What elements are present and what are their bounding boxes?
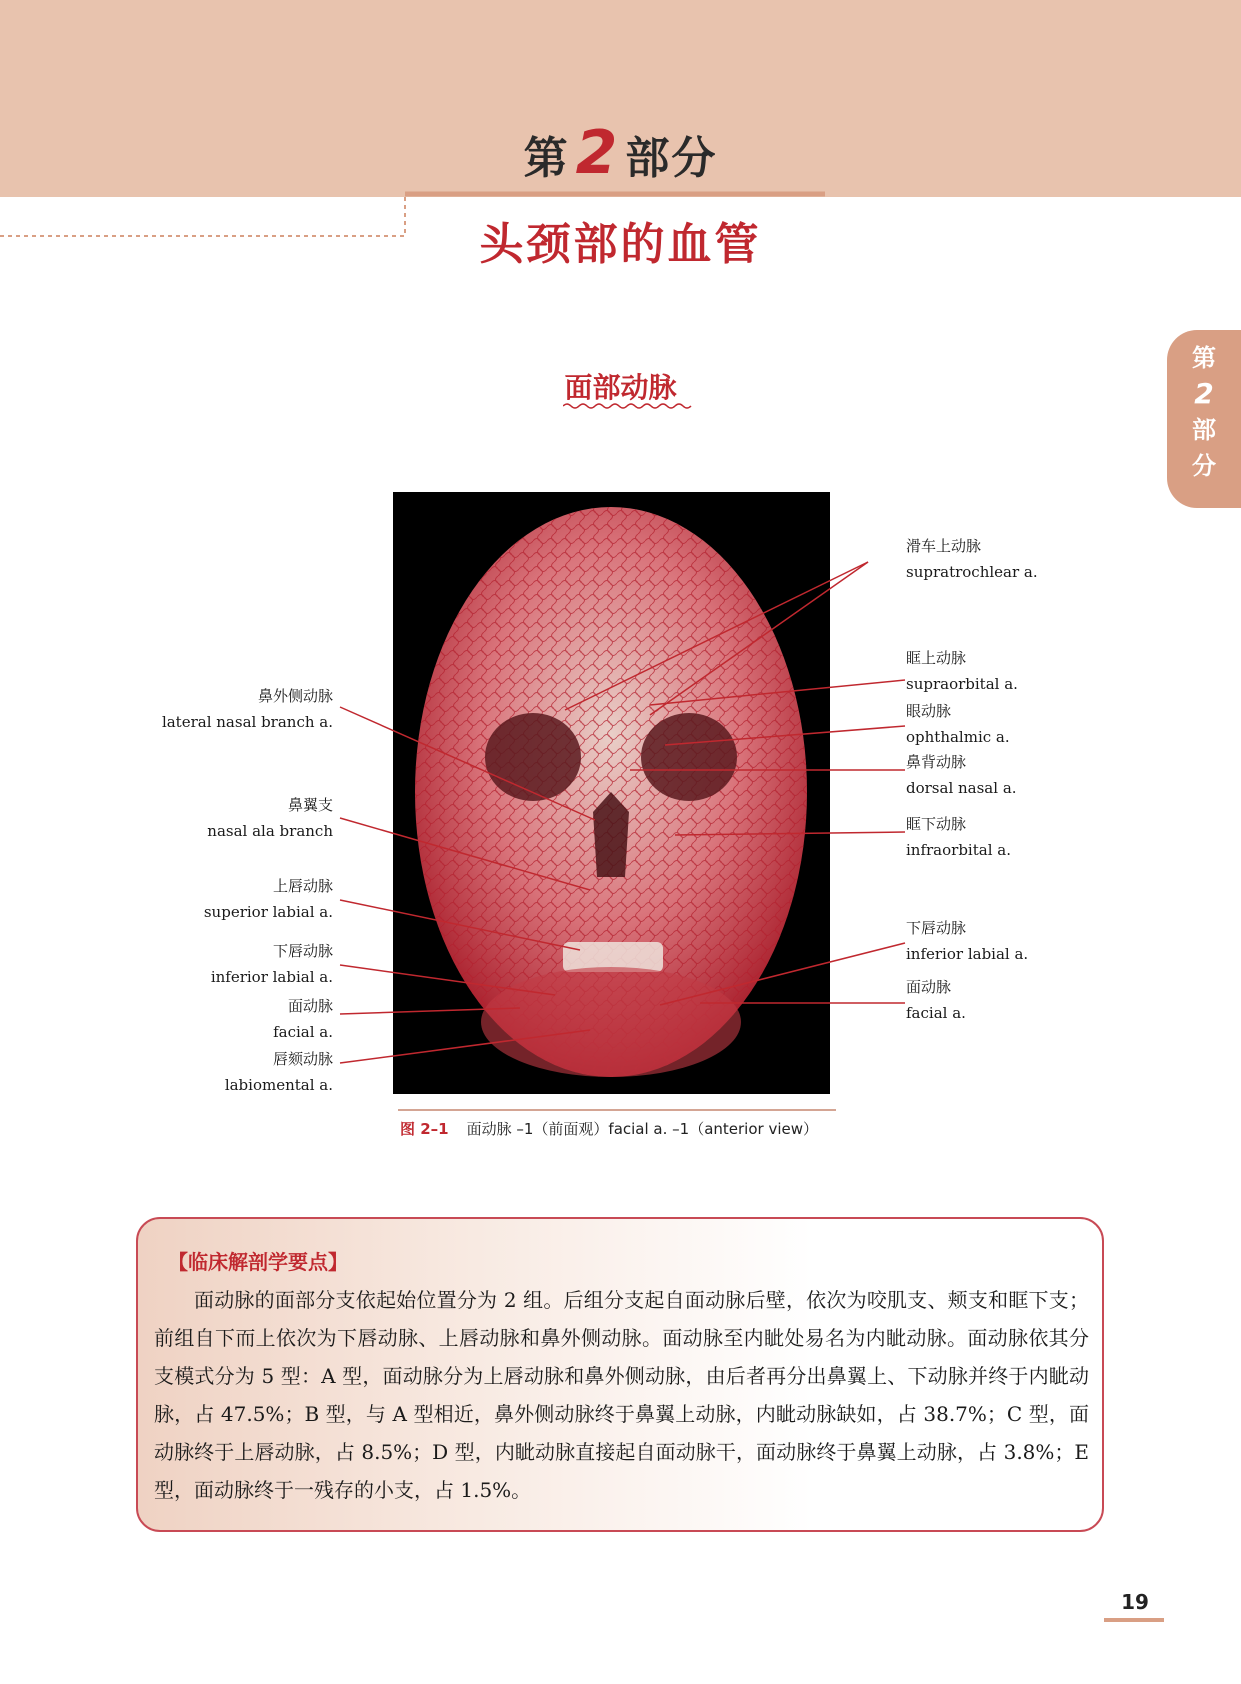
leader-line — [675, 832, 905, 835]
label-zh: 鼻翼支 — [287, 796, 333, 814]
leader-line — [665, 726, 905, 745]
label-en: inferior labial a. — [906, 945, 1029, 963]
label-lateral-nasal-branch — [113, 683, 333, 735]
label-en: infraorbital a. — [906, 841, 1011, 859]
part-suffix: 部分 — [625, 133, 718, 184]
label-zh: 下唇动脉 — [906, 919, 967, 937]
side-tab-char: 2 — [1194, 377, 1214, 410]
chapter-title: 头颈部的血管 — [479, 219, 762, 270]
side-tab-char: 第 — [1192, 344, 1216, 372]
label-en: lateral nasal branch a. — [161, 713, 333, 731]
label-ophthalmic — [906, 698, 1126, 750]
figure-caption — [400, 1118, 818, 1139]
leader-line — [650, 680, 905, 705]
label-en: inferior labial a. — [210, 968, 333, 986]
page-number-rule — [1104, 1618, 1164, 1622]
label-zh: 面动脉 — [287, 997, 333, 1015]
section-title: 面部动脉 — [564, 371, 677, 404]
label-en: superior labial a. — [203, 903, 333, 921]
clinical-points-text: 面动脉的面部分支依起始位置分为 2 组。后组分支起自面动脉后壁，依次为咬肌支、颊支和眶下支；前组自下而上依次为下唇动脉、上唇动脉和鼻外侧动脉。面动脉至内眦处易名为内眦动脉。面动脉依其分支模式分为 5 型：A 型，面动脉分为上唇动脉和鼻外侧动脉，由后者再分出鼻翼上、下动脉并终于内眦动脉，占 47.5%；B 型，与 A 型相近，鼻外侧动脉终于鼻翼上动脉，内眦动脉缺如，占 38.7%；C 型，面动脉终于上唇动脉，占 8.5%；D 型，内眦动脉直接起自面动脉干，面动脉终于鼻翼上动脉，占 3.8%；E 型，面动脉终于一残存的小支，占 1.5%。 — [154, 1288, 1089, 1502]
side-tab-char: 分 — [1192, 452, 1216, 480]
side-tab-char: 部 — [1192, 416, 1216, 444]
label-facial-right — [906, 974, 1126, 1026]
label-zh: 眶下动脉 — [906, 815, 967, 833]
label-zh: 眼动脉 — [906, 702, 952, 720]
label-zh: 面动脉 — [906, 978, 952, 996]
label-en: labiomental a. — [224, 1076, 333, 1094]
label-en: supraorbital a. — [906, 675, 1018, 693]
part-prefix: 第 — [523, 133, 570, 184]
label-supraorbital — [906, 645, 1126, 697]
label-facial-left — [113, 993, 333, 1045]
label-labiomental — [113, 1046, 333, 1098]
leader-line — [340, 818, 590, 890]
label-en: ophthalmic a. — [906, 728, 1010, 746]
label-nasal-ala-branch — [113, 792, 333, 844]
leader-line — [340, 707, 595, 820]
leader-line — [340, 1008, 520, 1014]
part-number: 2 — [575, 118, 620, 188]
label-dorsal-nasal — [906, 749, 1126, 801]
caption-rule — [398, 1109, 836, 1111]
label-zh: 唇颏动脉 — [272, 1050, 333, 1068]
label-zh: 上唇动脉 — [272, 877, 333, 895]
label-zh: 鼻背动脉 — [906, 753, 967, 771]
page-number: 19 — [1121, 1590, 1149, 1614]
label-en: facial a. — [273, 1023, 333, 1041]
label-inferior-labial-right — [906, 915, 1126, 967]
leader-line — [340, 965, 555, 995]
label-en: nasal ala branch — [207, 822, 333, 840]
label-en: facial a. — [906, 1004, 966, 1022]
clinical-points-title: 【临床解剖学要点】 — [168, 1250, 348, 1274]
label-en: dorsal nasal a. — [906, 779, 1017, 797]
label-inferior-labial-left — [113, 938, 333, 990]
label-en: supratrochlear a. — [906, 563, 1038, 581]
leader-line — [650, 562, 868, 715]
label-zh: 下唇动脉 — [272, 942, 333, 960]
label-zh: 滑车上动脉 — [906, 537, 982, 555]
label-zh: 眶上动脉 — [906, 649, 967, 667]
label-infraorbital — [906, 811, 1126, 863]
figure-number: 图 2–1 — [400, 1120, 449, 1138]
leader-line — [340, 1030, 590, 1063]
label-superior-labial — [113, 873, 333, 925]
label-supratrochlear — [906, 533, 1126, 585]
label-zh: 鼻外侧动脉 — [257, 687, 333, 705]
figure-caption-text: 面动脉 –1（前面观）facial a. –1（anterior view） — [466, 1120, 819, 1138]
leader-line — [660, 943, 905, 1005]
leader-line — [340, 900, 580, 950]
